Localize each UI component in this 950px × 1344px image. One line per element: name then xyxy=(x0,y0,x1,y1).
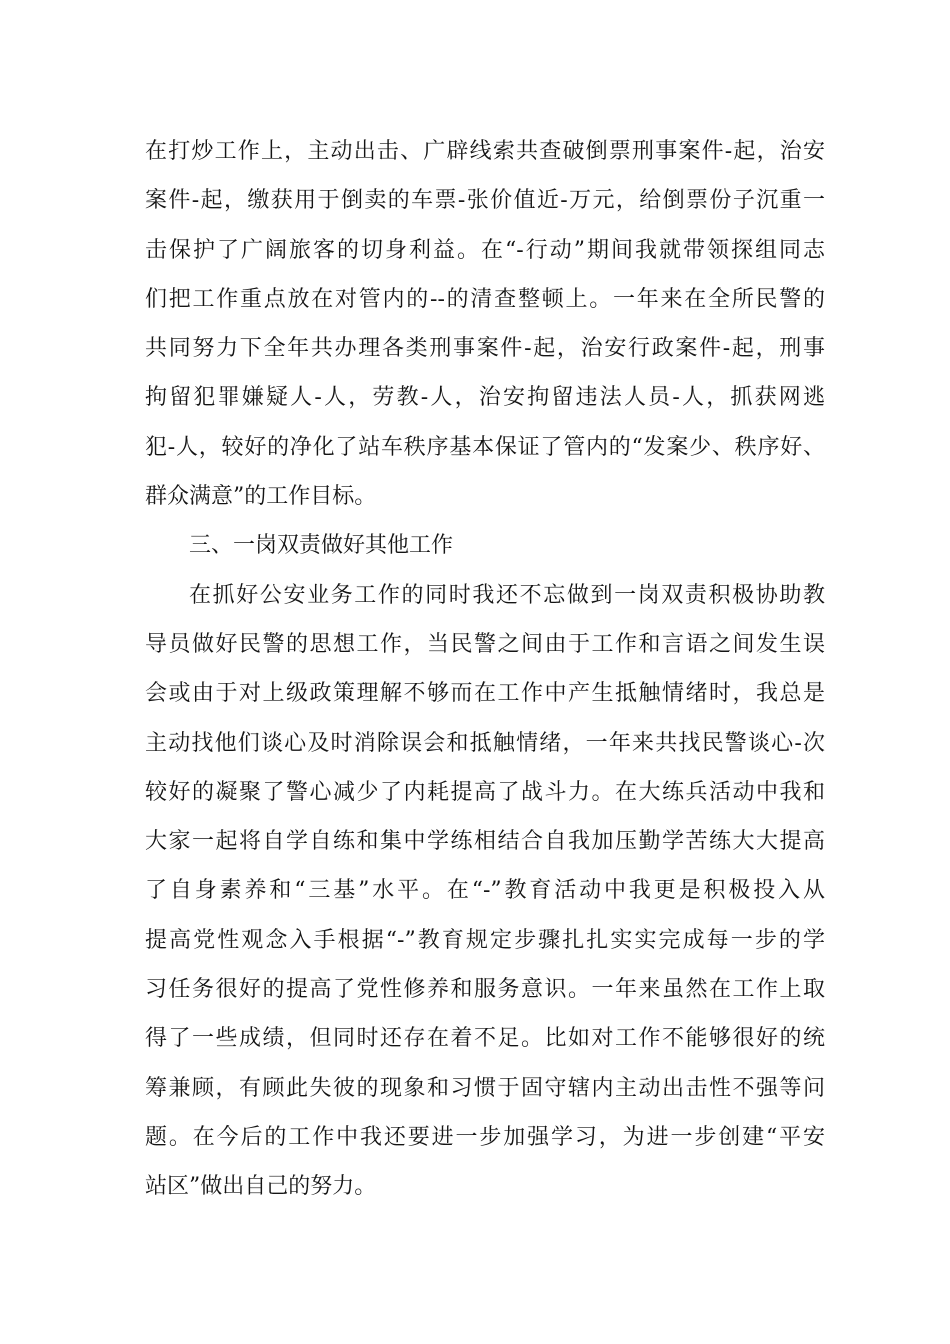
text-line: 案件-起，缴获用于倒卖的车票-张价值近-万元，给倒票份子沉重一 xyxy=(145,188,825,214)
text-line: 得了一些成绩，但同时还存在着不足。比如对工作不能够很好的统 xyxy=(145,1026,825,1052)
text-line: 共同努力下全年共办理各类刑事案件-起，治安行政案件-起，刑事 xyxy=(145,336,825,362)
text-line: 大家一起将自学自练和集中学练相结合自我加压勤学苦练大大提高 xyxy=(145,829,825,855)
text-line: 会或由于对上级政策理解不够而在工作中产生抵触情绪时，我总是 xyxy=(145,681,825,707)
text-line: 群众满意”的工作目标。 xyxy=(145,484,377,510)
text-line: 较好的凝聚了警心减少了内耗提高了战斗力。在大练兵活动中我和 xyxy=(145,779,825,805)
text-line: 击保护了广阔旅客的切身利益。在“-行动”期间我就带领探组同志 xyxy=(145,237,825,263)
text-line: 了自身素养和“三基”水平。在“-”教育活动中我更是积极投入从 xyxy=(145,878,825,904)
document-body xyxy=(145,127,825,1212)
text-line: 犯-人，较好的净化了站车秩序基本保证了管内的“发案少、秩序好、 xyxy=(145,434,825,460)
text-line: 筹兼顾，有顾此失彼的现象和习惯于固守辖内主动出击性不强等问 xyxy=(145,1075,825,1101)
text-line: 们把工作重点放在对管内的--的清查整顿上。一年来在全所民警的 xyxy=(145,286,825,312)
text-line: 在抓好公安业务工作的同时我还不忘做到一岗双责积极协助教 xyxy=(189,582,825,608)
section-heading xyxy=(145,521,825,570)
text-line: 站区”做出自己的努力。 xyxy=(145,1174,377,1200)
text-line: 提高党性观念入手根据“-”教育规定步骤扎扎实实完成每一步的学 xyxy=(145,927,825,953)
paragraph xyxy=(145,571,825,1212)
text-line: 在打炒工作上，主动出击、广辟线索共查破倒票刑事案件-起，治安 xyxy=(145,139,825,164)
paragraph xyxy=(145,127,825,521)
text-line: 导员做好民警的思想工作，当民警之间由于工作和言语之间发生误 xyxy=(145,631,825,657)
text-line: 三、一岗双责做好其他工作 xyxy=(189,533,454,559)
text-line: 拘留犯罪嫌疑人-人，劳教-人，治安拘留违法人员-人，抓获网逃 xyxy=(145,385,825,411)
text-line: 主动找他们谈心及时消除误会和抵触情绪，一年来共找民警谈心-次 xyxy=(145,730,825,756)
text-line: 题。在今后的工作中我还要进一步加强学习，为进一步创建“平安 xyxy=(145,1124,825,1150)
text-line: 习任务很好的提高了党性修养和服务意识。一年来虽然在工作上取 xyxy=(145,977,825,1003)
